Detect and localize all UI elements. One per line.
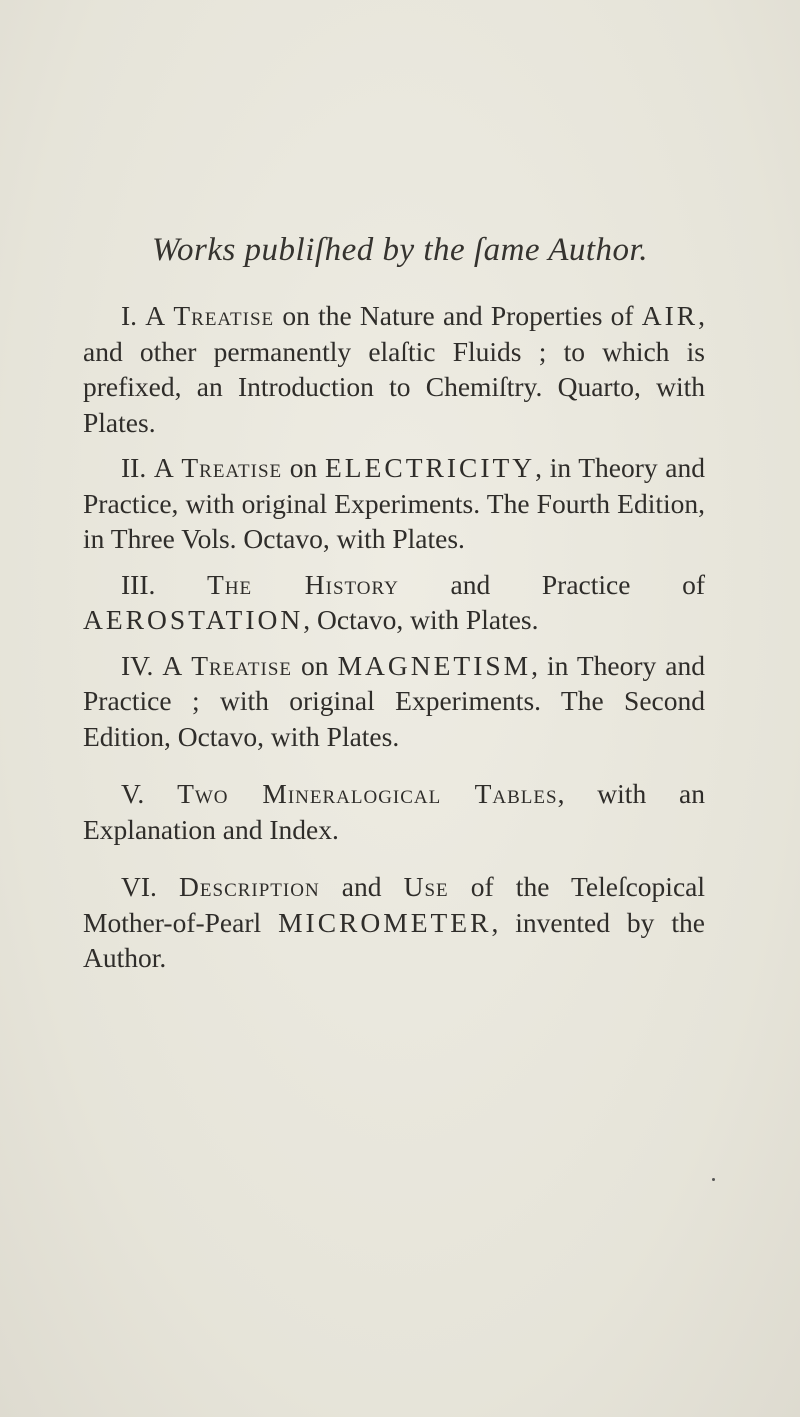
entry-text: , with an Explanation and Index. bbox=[83, 778, 705, 845]
list-item bbox=[83, 298, 705, 440]
ink-speck bbox=[712, 1178, 715, 1181]
entry-subject: MICROMETER bbox=[278, 906, 492, 938]
list-item bbox=[83, 648, 705, 755]
page-heading: Works publiſhed by the ſame Author. bbox=[152, 232, 648, 268]
entry-number: IV. bbox=[121, 649, 154, 681]
entry-number: II. bbox=[121, 452, 147, 483]
entry-subject: MAGNETISM bbox=[337, 649, 532, 681]
entry-title: Two Mineralogical Tables bbox=[177, 778, 558, 809]
entry-text: and Practice of bbox=[398, 568, 705, 600]
entry-number: V. bbox=[121, 778, 145, 809]
entry-text: on the Nature and Properties of bbox=[274, 300, 642, 331]
entry-subject: AIR bbox=[641, 300, 699, 331]
entry-number: I. bbox=[121, 300, 138, 331]
entry-subject: ELECTRICITY bbox=[324, 452, 536, 483]
entry-title: The History bbox=[207, 568, 399, 600]
entry-text: on bbox=[292, 649, 338, 681]
entry-text: and bbox=[319, 871, 404, 902]
entry-text: , in Theory and Practice, with original Experiments. The Fourth Edition, in Three Vols. Octavo, with Plates. bbox=[83, 452, 706, 554]
list-item bbox=[83, 450, 705, 557]
entry-text: , in Theory and Practice ; with original Experiments. The Second Edition, Octavo, with Plates. bbox=[83, 649, 706, 752]
entry-title: A Treatise bbox=[145, 300, 275, 331]
entry-text: on bbox=[282, 452, 325, 483]
entry-text: , invented by the Author. bbox=[83, 906, 705, 973]
entry-subject: AEROSTATION bbox=[83, 604, 304, 635]
entry-number: III. bbox=[121, 568, 156, 600]
entry-title: Description bbox=[179, 871, 320, 902]
entry-text: , and other permanently elaſtic Fluids ; to which is prefixed, an Introduction to Chemiſtry. Quarto, with Plates. bbox=[83, 300, 705, 438]
list-item bbox=[83, 869, 705, 976]
entry-number: VI. bbox=[121, 871, 157, 902]
entry-title: Use bbox=[403, 871, 449, 902]
entry-title: A Treatise bbox=[153, 452, 283, 483]
entry-title: A Treatise bbox=[162, 649, 293, 681]
works-list bbox=[83, 298, 705, 986]
entry-text: , Octavo, with Plates. bbox=[303, 604, 539, 635]
list-item bbox=[83, 567, 705, 638]
entry-text: of the Teleſcopical Mother-of-Pearl bbox=[83, 871, 705, 938]
list-item bbox=[83, 776, 705, 847]
